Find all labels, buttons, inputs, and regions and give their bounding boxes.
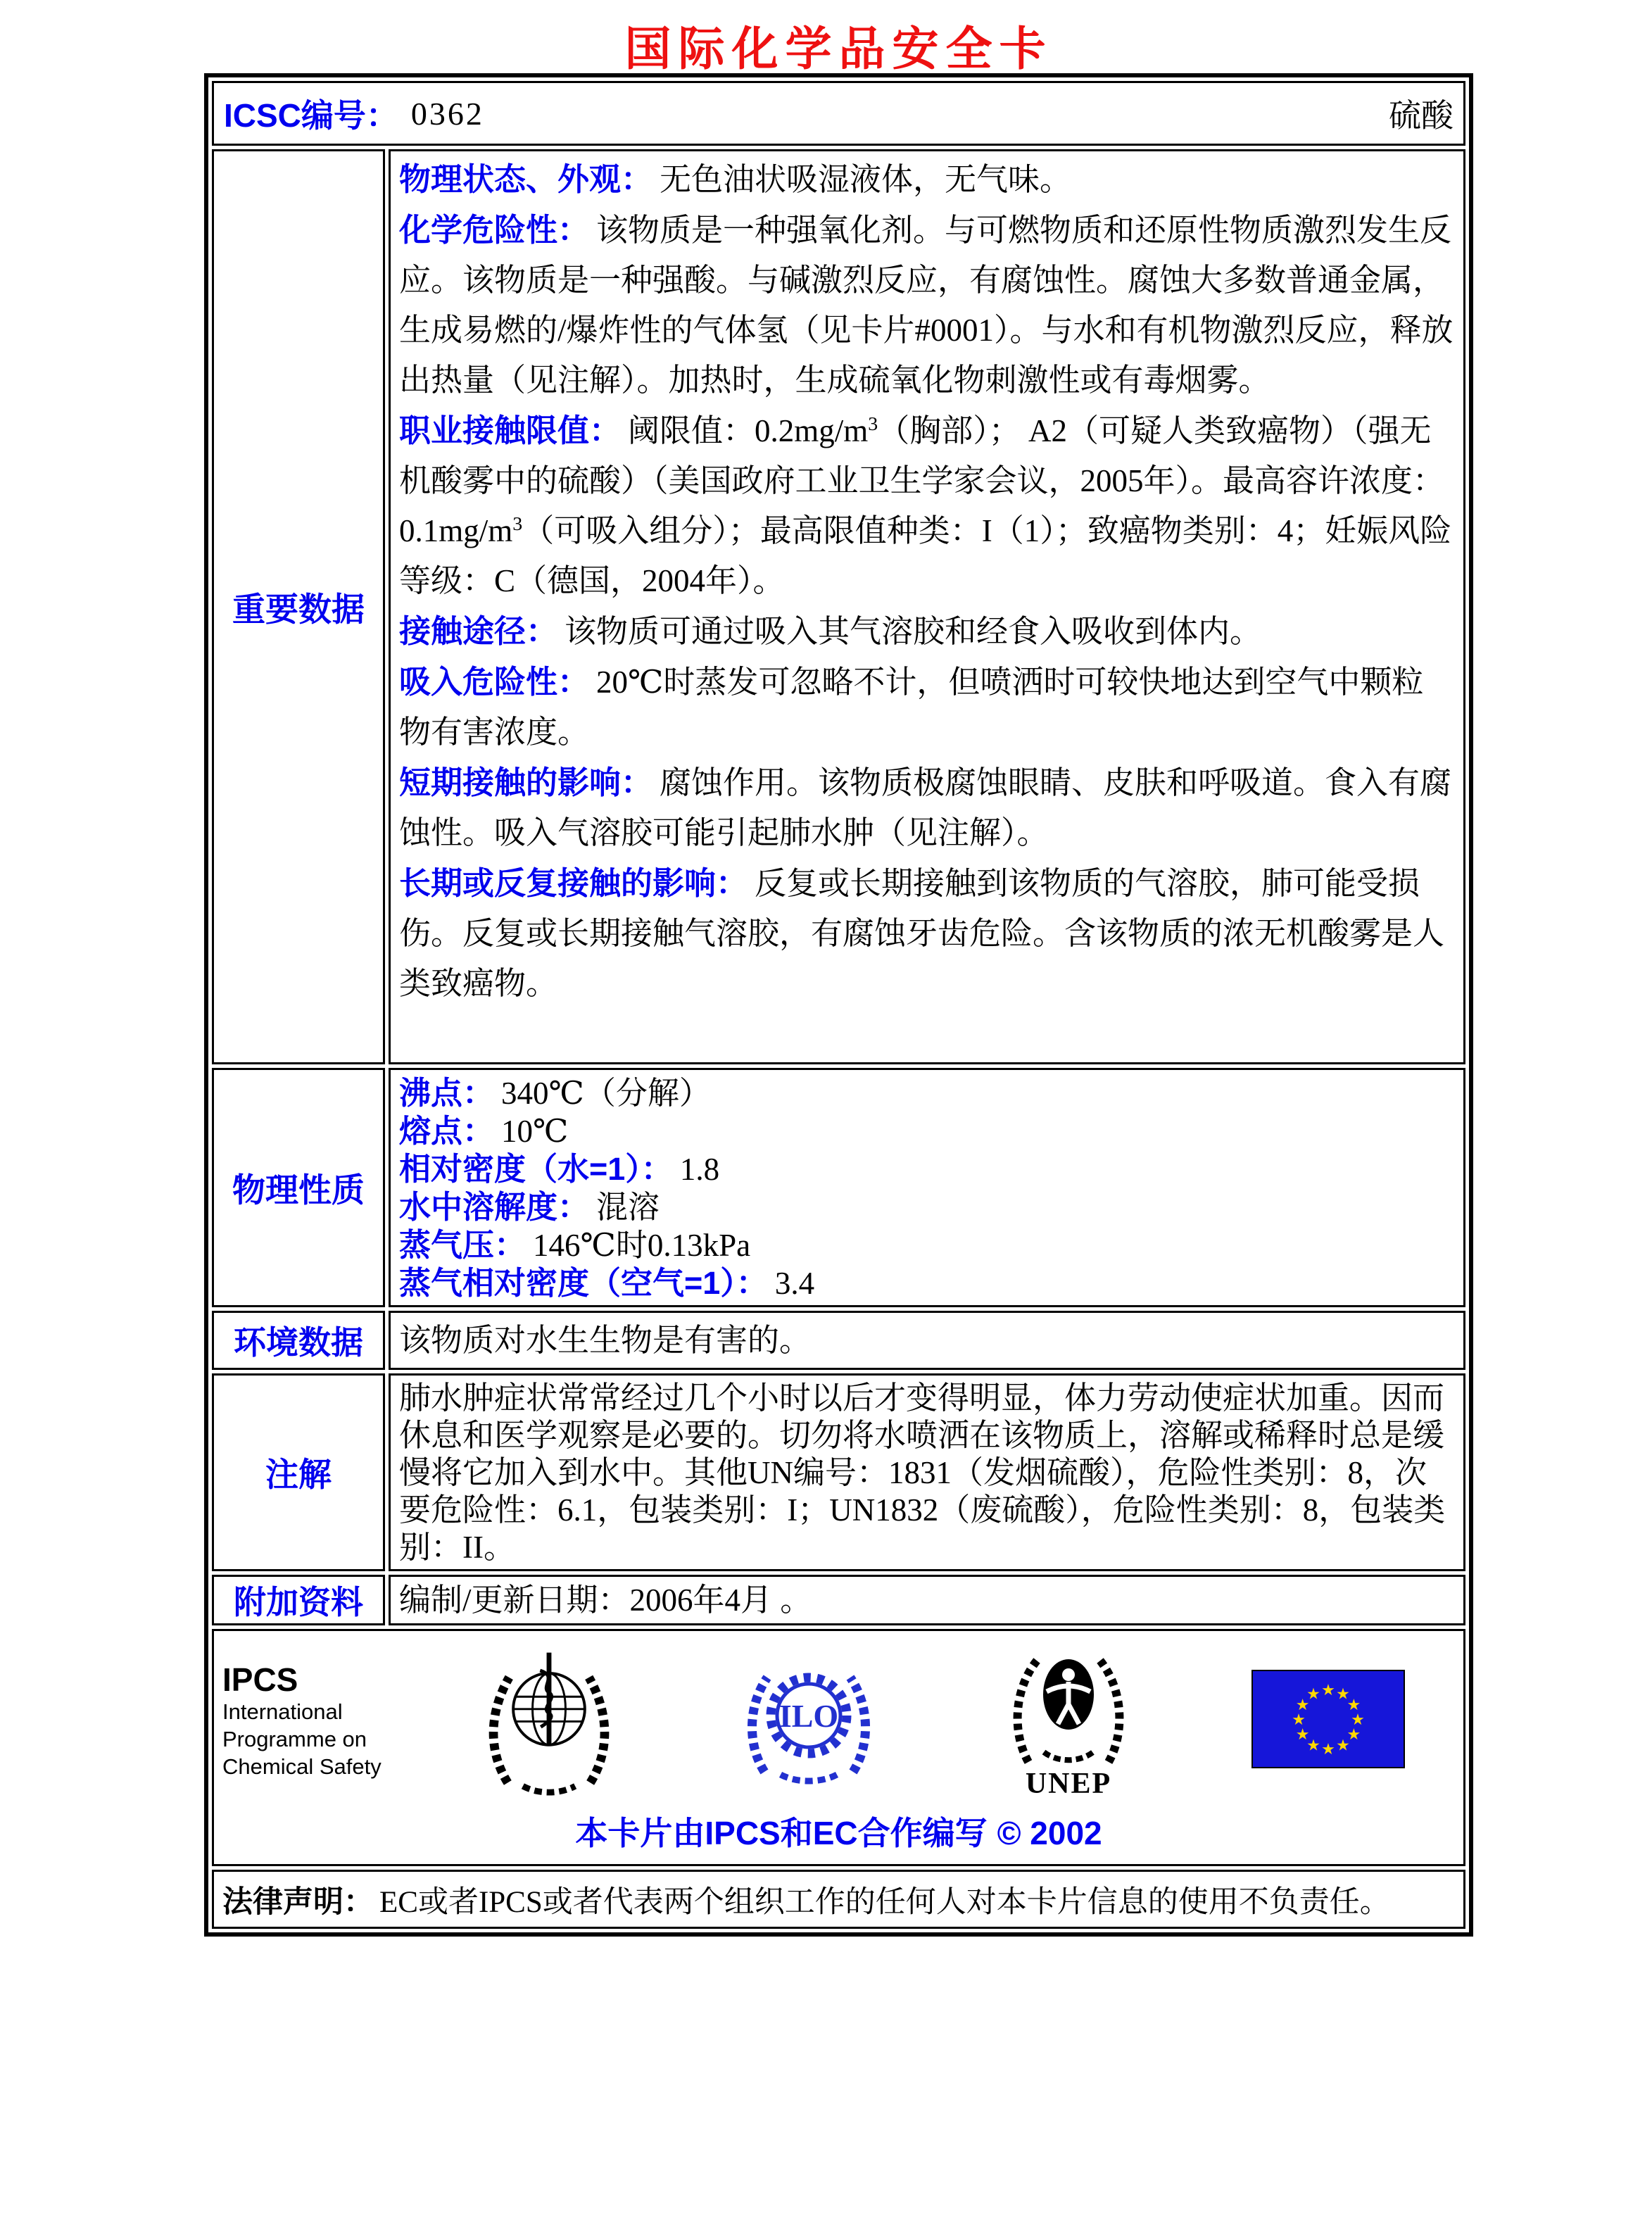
unep-logo-slot <box>939 1638 1199 1804</box>
chemical-name: 硫酸 <box>1389 98 1454 134</box>
paragraph <box>399 1226 1455 1264</box>
field-value: 无色油状吸湿液体，无气味。 <box>660 162 1072 197</box>
field-label: 长期或反复接触的影响： <box>399 865 748 901</box>
caption-copyright: © 2002 <box>997 1815 1102 1851</box>
svg-text:★: ★ <box>1291 1711 1306 1729</box>
field-label: 职业接触限值： <box>399 413 622 448</box>
section-label-additional-info: 附加资料 <box>212 1575 385 1625</box>
field-label: 短期接触的影响： <box>399 764 653 800</box>
field-value: 肺水肿症状常常经过几个小时以后才变得明显，体力劳动使症状加重。因而休息和医学观察是必要的。切勿将水喷洒在该物质上，溶解或稀释时总是缓慢将它加入到水中。其他UN编号：1831（发烟硫酸），危险性类别：8，次要危险性：6.1，包装类别：I；UN1832（废硫酸），危险性类别：8，包装类别：II。 <box>399 1380 1446 1565</box>
paragraph <box>399 1150 1455 1188</box>
paragraph <box>399 1380 1455 1566</box>
field-value: 146℃时0.13kPa <box>533 1228 751 1263</box>
legal-label: 法律声明： <box>222 1884 374 1919</box>
field-label: 相对密度（水=1）： <box>399 1151 673 1187</box>
icsc-number-value: 0362 <box>410 95 484 132</box>
eu-flag <box>1251 1670 1405 1772</box>
svg-text:★: ★ <box>1306 1685 1320 1704</box>
paragraph <box>399 1581 812 1619</box>
section-label-important-data: 重要数据 <box>212 149 385 1064</box>
page-title: 国际化学品安全卡 <box>624 24 1053 75</box>
svg-text:★: ★ <box>1347 1726 1361 1744</box>
field-value: 该物质可通过吸入其气溶胶和经食入吸收到体内。 <box>565 614 1262 649</box>
paragraph <box>399 405 1455 606</box>
svg-text:★: ★ <box>1295 1726 1310 1744</box>
field-value: 阈限值：0.2mg/m <box>628 413 869 448</box>
paragraph <box>399 205 1455 405</box>
section-content-important-data <box>389 149 1465 1064</box>
field-value: 10℃ <box>501 1114 569 1149</box>
field-value: （胸部）； A2（可疑人类致癌物）（强无机酸雾中的硫酸）（美国政府工业卫生学家会议，2005年）。最高容许浓度：0.1mg/m <box>399 413 1445 548</box>
field-label: 蒸气压： <box>399 1227 527 1263</box>
field-label: 蒸气相对密度（空气=1）： <box>399 1265 768 1301</box>
additional-info-row <box>212 1575 1465 1625</box>
field-value: 混溶 <box>596 1190 660 1225</box>
paragraph <box>399 1112 1455 1150</box>
section-content-additional-info <box>389 1575 1465 1625</box>
ipcs-acronym: IPCS <box>222 1661 298 1698</box>
header-row <box>212 81 1465 146</box>
field-value: 1.8 <box>679 1152 720 1187</box>
field-value: 反复或长期接触到该物质的气溶胶，肺可能受损伤。反复或长期接触气溶胶，有腐蚀牙齿危险。含该物质的浓无机酸雾是人类致癌物。 <box>399 866 1445 1001</box>
ilo-logo-letters: ILO <box>778 1698 839 1734</box>
field-value: 腐蚀作用。该物质极腐蚀眼睛、皮肤和呼吸道。食入有腐蚀性。吸入气溶胶可能引起肺水肿（见注解）。 <box>399 765 1452 850</box>
icsc-card-table <box>204 73 1473 1937</box>
caption-text: 本卡片由IPCS和EC合作编写 <box>575 1815 988 1851</box>
environmental-data-row <box>212 1311 1465 1370</box>
field-label: 化学危险性： <box>399 212 590 248</box>
field-value: 3.4 <box>774 1266 815 1301</box>
paragraph <box>399 858 1455 1009</box>
paragraph <box>399 1188 1455 1226</box>
paragraph <box>399 606 1455 657</box>
field-label: 水中溶解度： <box>399 1189 590 1225</box>
legal-text: EC或者IPCS或者代表两个组织工作的任何人对本卡片信息的使用不负责任。 <box>379 1885 1390 1919</box>
field-label: 接触途径： <box>399 613 558 649</box>
svg-text:★: ★ <box>1320 1741 1335 1758</box>
svg-text:★: ★ <box>1347 1697 1361 1714</box>
field-value: 340℃（分解） <box>501 1076 711 1111</box>
paragraph <box>399 757 1455 858</box>
superscript: 3 <box>512 513 523 535</box>
legal-cell <box>212 1870 1465 1929</box>
paragraph <box>399 657 1455 757</box>
logos-row <box>212 1629 1465 1866</box>
legal-row <box>212 1870 1465 1929</box>
section-content-physical-properties <box>389 1068 1465 1307</box>
ipcs-text-block <box>220 1661 420 1780</box>
field-value: 该物质对水生生物是有害的。 <box>399 1323 812 1358</box>
superscript: 3 <box>868 413 878 435</box>
paragraph <box>399 1074 1455 1112</box>
physical-properties-row <box>212 1068 1465 1307</box>
svg-text:★: ★ <box>1335 1685 1350 1704</box>
unep-logo <box>1009 1638 1128 1804</box>
icsc-number-label: ICSC编号： <box>224 97 398 134</box>
cooperation-caption <box>220 1804 1458 1860</box>
ilo-logo-slot <box>679 1654 939 1788</box>
ipcs-line: Programme on <box>222 1727 367 1751</box>
field-label: 熔点： <box>399 1113 495 1149</box>
section-label-physical-properties: 物理性质 <box>212 1068 385 1307</box>
field-label: 物理状态、外观： <box>399 161 653 197</box>
svg-text:★: ★ <box>1320 1682 1335 1699</box>
important-data-row <box>212 149 1465 1064</box>
field-value: （可吸入组分）；最高限值种类：I（1）；致癌物类别：4；妊娠风险等级：C（德国，2004年）。 <box>399 513 1452 598</box>
paragraph <box>399 1264 1455 1302</box>
svg-text:★: ★ <box>1350 1711 1365 1729</box>
who-logo-slot <box>420 1640 679 1801</box>
field-label: 吸入危险性： <box>399 664 590 700</box>
svg-text:★: ★ <box>1295 1697 1310 1714</box>
title-bar <box>204 0 1473 73</box>
who-logo <box>487 1640 611 1801</box>
eu-flag-slot <box>1198 1670 1458 1772</box>
paragraph <box>399 1321 811 1359</box>
field-value: 该物质是一种强氧化剂。与可燃物质和还原性物质激烈发生反应。该物质是一种强酸。与碱激烈反应，有腐蚀性。腐蚀大多数普通金属，生成易燃的/爆炸性的气体氢（见卡片#0001）。与水和有机物激烈反应，释放出热量（见注解）。加热时，生成硫氧化物刺激性或有毒烟雾。 <box>399 213 1454 398</box>
unep-logo-letters: UNEP <box>1025 1768 1112 1800</box>
ipcs-line: Chemical Safety <box>222 1754 382 1779</box>
logos-strip <box>220 1638 1458 1804</box>
field-value: 20℃时蒸发可忽略不计，但喷洒时可较快地达到空气中颗粒物有害浓度。 <box>399 665 1424 750</box>
section-content-notes <box>389 1373 1465 1571</box>
section-label-environmental-data: 环境数据 <box>212 1311 385 1370</box>
svg-text:★: ★ <box>1335 1737 1350 1755</box>
notes-row <box>212 1373 1465 1571</box>
logos-cell <box>212 1629 1465 1866</box>
section-content-environmental-data <box>389 1311 1465 1370</box>
ipcs-line: International <box>222 1699 343 1724</box>
paragraph <box>399 154 1455 205</box>
svg-text:★: ★ <box>1306 1737 1320 1755</box>
field-label: 沸点： <box>399 1075 495 1111</box>
header-cell <box>212 81 1465 146</box>
ilo-logo <box>742 1654 876 1788</box>
section-label-notes: 注解 <box>212 1373 385 1571</box>
field-value: 编制/更新日期：2006年4月 。 <box>399 1582 812 1618</box>
